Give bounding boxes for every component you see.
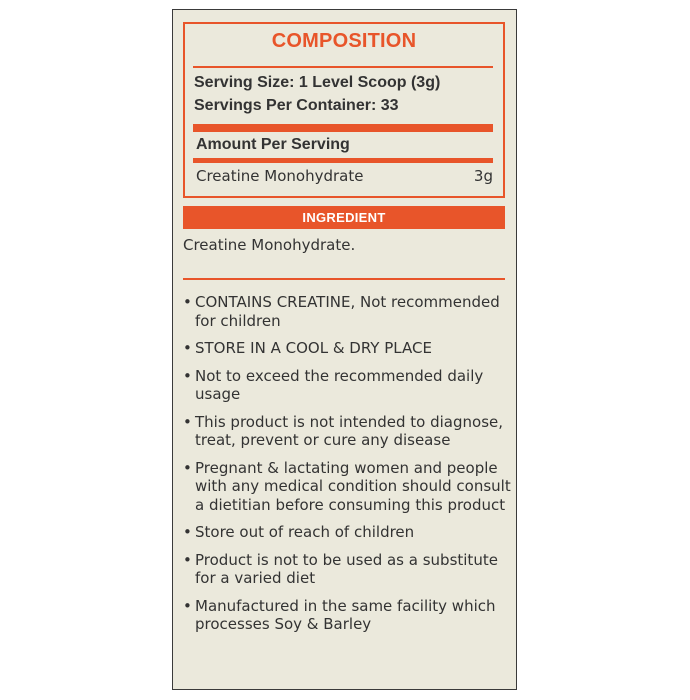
ingredient-heading: INGREDIENT xyxy=(183,206,505,229)
composition-title: COMPOSITION xyxy=(271,30,417,52)
ingredient-text: Creatine Monohydrate. xyxy=(183,236,356,254)
nutrient-name: Creatine Monohydrate xyxy=(196,167,364,185)
composition-rule-thick-bottom xyxy=(193,158,493,163)
bullet-icon: • xyxy=(183,366,192,385)
amount-per-serving: Amount Per Serving xyxy=(196,136,350,153)
warning-item: • CONTAINS CREATINE, Not recommended for children xyxy=(183,293,500,330)
bullet-icon: • xyxy=(183,596,192,615)
servings-per-container: Servings Per Container: 33 xyxy=(194,97,399,114)
warning-item: • STORE IN A COOL & DRY PLACE xyxy=(183,339,432,357)
warning-item: • Product is not to be used as a substitute for a varied diet xyxy=(183,550,498,587)
warning-item: • Manufactured in the same facility which processes Soy & Barley xyxy=(183,596,496,633)
bullet-icon: • xyxy=(183,293,192,311)
composition-rule-top xyxy=(193,66,493,68)
label-panel xyxy=(172,9,517,690)
composition-box xyxy=(183,22,505,198)
warning-item: • This product is not intended to diagnose, treat, prevent or cure any disease xyxy=(183,412,504,449)
composition-rule-thick-top xyxy=(193,124,493,132)
bullet-icon: • xyxy=(183,523,192,541)
section-divider xyxy=(183,278,505,280)
warnings-list xyxy=(183,293,513,643)
warning-item: • Not to exceed the recommended daily usage xyxy=(183,366,484,403)
bullet-icon: • xyxy=(183,339,192,357)
serving-size: Serving Size: 1 Level Scoop (3g) xyxy=(194,74,441,91)
warning-item: • Store out of reach of children xyxy=(183,523,415,541)
bullet-icon: • xyxy=(183,412,192,431)
nutrient-amount: 3g xyxy=(473,167,493,185)
warning-item: • Pregnant & lactating women and people with any medical condition should consult a dietitian before consuming this product xyxy=(183,458,511,514)
bullet-icon: • xyxy=(183,550,192,569)
bullet-icon: • xyxy=(183,458,192,477)
